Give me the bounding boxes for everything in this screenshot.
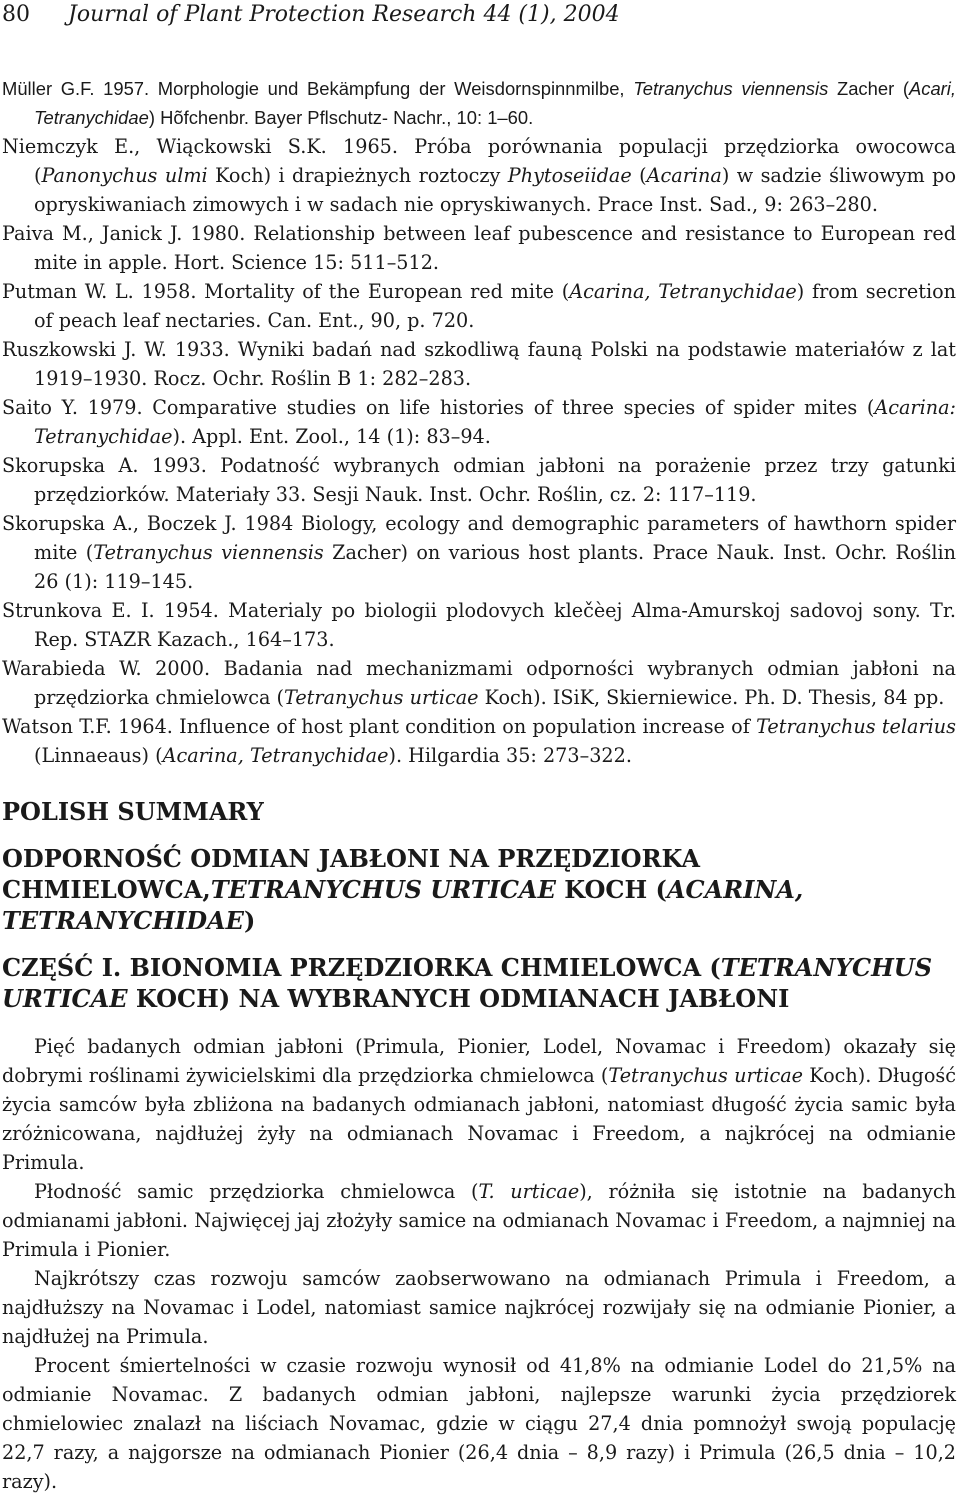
summary-paragraph xyxy=(2,1177,956,1264)
reference-item xyxy=(2,74,956,132)
text-run: Zacher) on various host plants. Prace Nauk. Inst. Ochr. Roślin 26 (1): 119–145. xyxy=(34,541,956,593)
italic-text-run: Acarina, Tetranychidae xyxy=(569,280,797,303)
page-number: 80 xyxy=(2,2,30,27)
text-run: ). Hilgardia 35: 273–322. xyxy=(388,744,632,767)
text-run: KOCH) NA WYBRANYCH ODMIANACH JABŁONI xyxy=(127,984,790,1013)
text-run: Müller G.F. 1957. Morphologie und Bekämpfung der Weisdornspinnmilbe, xyxy=(2,78,634,99)
text-run: ) Hõfchenbr. Bayer Pflschutz- Nachr., 10: 1–60. xyxy=(148,107,534,128)
reference-item xyxy=(2,132,956,219)
text-run: ) w sadzie śliwowym po opryskiwaniach zimowych i w sadach nie opryskiwanych. Prace Inst. Sad., 9: 263–280. xyxy=(34,164,956,216)
italic-text-run: T. urticae xyxy=(478,1180,580,1203)
text-run: Paiva M., Janick J. 1980. Relationship between leaf pubescence and resistance to European red mite in apple. Hort. Science 15: 511–512. xyxy=(2,222,956,274)
text-run: Putman W. L. 1958. Mortality of the European red mite ( xyxy=(2,280,570,303)
italic-text-run: ACARINA, TETRANYCHIDAE xyxy=(2,875,804,935)
italic-text-run: Tetranychus urticae xyxy=(284,686,479,709)
text-run: Procent śmiertelności w czasie rozwoju wynosił od 41,8% na odmianie Lodel do 21,5% na odmianie Novamac. Z badanych odmian jabłoni, najlepsze warunki życia przędziorek chmielowiec znalazł na liściach Novamac, gdzie w ciągu 27,4 dnia pomnożył swoją populację 22,7 razy, a najgorsze na odmianach Pionier (26,4 dnia – 8,9 razy) i Primula (26,5 dnia – 10,2 razy). xyxy=(2,1354,956,1493)
text-run: Skorupska A., Boczek J. 1984 Biology, ecology and demographic parameters of hawthorn spider mite ( xyxy=(2,512,956,564)
text-run: ). Appl. Ent. Zool., 14 (1): 83–94. xyxy=(172,425,491,448)
text-run: Zacher ( xyxy=(828,78,909,99)
text-run: Koch). ISiK, Skierniewice. Ph. D. Thesis, 84 pp. xyxy=(478,686,945,709)
text-run: Ruszkowski J. W. 1933. Wyniki badań nad szkodliwą fauną Polski na podstawie materiałów z lat 1919–1930. Rocz. Ochr. Roślin B 1: 282–283. xyxy=(2,338,956,390)
summary-paragraph xyxy=(2,1264,956,1351)
text-run: Saito Y. 1979. Comparative studies on life histories of three species of spider mites ( xyxy=(2,396,875,419)
text-run: Niemczyk E., Wiąckowski S.K. 1965. xyxy=(2,135,415,158)
text-run: Koch) i drapieżnych roztoczy xyxy=(207,164,508,187)
summary-heading: POLISH SUMMARY xyxy=(2,797,264,826)
text-run: ODPORNOŚĆ ODMIAN JABŁONI NA PRZĘDZIORKA CHMIELOWCA, xyxy=(2,844,701,904)
summary-part-title xyxy=(2,952,956,1014)
reference-item xyxy=(2,509,956,596)
text-run: ) xyxy=(243,906,256,935)
text-run: ), różniła się istotnie na badanych odmianami jabłoni. Najwięcej jaj złożyły samice na odmianach Novamac i Freedom, a najmniej na Primula i Pionier. xyxy=(2,1180,956,1261)
text-run: Próba porównania populacji przędziorka owocowca ( xyxy=(34,135,956,187)
italic-text-run: Tetranychus urticae xyxy=(608,1064,804,1087)
reference-item xyxy=(2,277,956,335)
reference-item xyxy=(2,335,956,393)
text-run: Najkrótszy czas rozwoju samców zaobserwowano na odmianach Primula i Freedom, a najdłuższy na Novamac i Lodel, natomiast samice najkrócej rozwijały się na odmianie Pionier, a najdłużej na Primula. xyxy=(2,1267,956,1348)
text-run: Watson T.F. 1964. Influence of host plant condition on population increase of xyxy=(2,715,757,738)
italic-text-run: Tetranychus viennensis xyxy=(633,78,829,99)
italic-text-run: Phytoseiidae xyxy=(507,164,632,187)
reference-list xyxy=(2,74,956,770)
italic-text-run: TETRANYCHUS URTICAE xyxy=(210,875,556,904)
reference-item xyxy=(2,451,956,509)
summary-paragraph xyxy=(2,1351,956,1496)
running-head xyxy=(2,0,956,74)
text-run: ( xyxy=(631,164,647,187)
italic-text-run: Panonychus ulmi xyxy=(41,164,208,187)
text-run: Skorupska A. 1993. Podatność wybranych odmian jabłoni na porażenie przez trzy gatunki przędziorków. Materiały 33. Sesji Nauk. Inst. Ochr. Roślin, cz. 2: 117–119. xyxy=(2,454,956,506)
italic-text-run: Acarina: Tetranychidae xyxy=(34,396,956,448)
summary-paragraph xyxy=(2,1032,956,1177)
text-run: Warabieda W. 2000. Badania nad mechanizmami odporności wybranych odmian jabłoni na przędziorka chmielowca ( xyxy=(2,657,956,709)
reference-item xyxy=(2,393,956,451)
italic-text-run: Acarina xyxy=(646,164,722,187)
italic-text-run: Tetranychus telarius xyxy=(756,715,957,738)
reference-item xyxy=(2,712,956,770)
text-run: Pięć badanych odmian jabłoni (Primula, Pionier, Lodel, Novamac i Freedom) okazały się dobrymi roślinami żywicielskimi dla przędziorka chmielowca ( xyxy=(2,1035,956,1087)
reference-item xyxy=(2,596,956,654)
text-run: Koch). Długość życia samców była zbliżona na badanych odmianach jabłoni, natomiast długość życia samic była zróżnicowana, najdłużej żyły na odmianach Novamac i Freedom, a najkrócej na odmianie Primula. xyxy=(2,1064,956,1174)
italic-text-run: TETRANYCHUS URTICAE xyxy=(2,953,933,1013)
summary-body xyxy=(2,1032,956,1496)
text-run: KOCH ( xyxy=(555,875,667,904)
text-run: Strunkova E. I. 1954. Materialy po biologii plodovych klečèej Alma-Amurskoj sadovoj sony. Tr. Rep. STAZR Kazach., 164–173. xyxy=(2,599,956,651)
italic-text-run: Acarina, Tetranychidae xyxy=(162,744,389,767)
reference-item xyxy=(2,219,956,277)
text-run: ) from secretion of peach leaf nectaries. Can. Ent., 90, p. 720. xyxy=(34,280,956,332)
text-run: CZĘŚĆ I. BIONOMIA PRZĘDZIORKA CHMIELOWCA ( xyxy=(2,953,721,982)
text-run: Płodność samic przędziorka chmielowca ( xyxy=(34,1180,479,1203)
journal-title: Journal of Plant Protection Research 44 (1), 2004 xyxy=(68,2,620,27)
reference-item xyxy=(2,654,956,712)
italic-text-run: Acari, Tetranychidae xyxy=(34,78,956,128)
summary-title xyxy=(2,843,956,936)
text-run: (Linnaeaus) ( xyxy=(34,744,163,767)
italic-text-run: Tetranychus viennensis xyxy=(93,541,324,564)
